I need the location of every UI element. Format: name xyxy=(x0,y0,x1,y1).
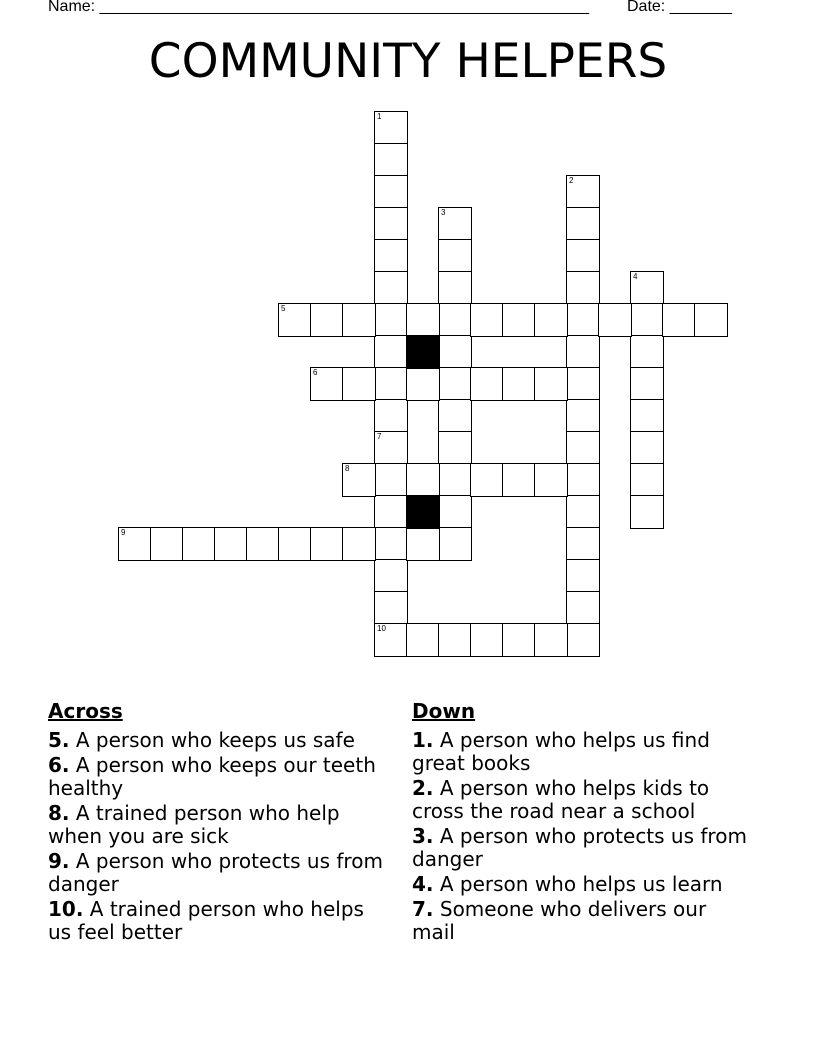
grid-cell[interactable] xyxy=(566,527,600,561)
grid-cell[interactable] xyxy=(534,303,568,337)
grid-cell[interactable] xyxy=(694,303,728,337)
grid-cell[interactable] xyxy=(438,431,472,465)
grid-cell[interactable] xyxy=(438,303,472,337)
grid-cell[interactable] xyxy=(566,495,600,529)
clue-text: A person who helps us learn xyxy=(433,872,723,896)
grid-cell[interactable] xyxy=(630,335,664,369)
grid-cell[interactable] xyxy=(566,463,600,497)
grid-cell[interactable] xyxy=(598,303,632,337)
clue-text: A person who protects us from danger xyxy=(48,849,383,896)
grid-cell[interactable] xyxy=(118,527,152,561)
down-clue xyxy=(412,729,752,775)
down-clue xyxy=(412,898,752,944)
clue-number: 8 xyxy=(345,464,350,473)
grid-cell[interactable] xyxy=(502,303,536,337)
grid-cell[interactable] xyxy=(566,591,600,625)
grid-cell[interactable] xyxy=(374,527,408,561)
grid-black-cell xyxy=(406,495,440,529)
grid-cell[interactable] xyxy=(438,527,472,561)
clue-text: A trained person who helps us feel better xyxy=(48,897,364,944)
grid-cell[interactable] xyxy=(438,335,472,369)
grid-cell[interactable] xyxy=(150,527,184,561)
grid-cell[interactable] xyxy=(310,367,344,401)
grid-cell[interactable] xyxy=(470,303,504,337)
clue-num: 5. xyxy=(48,728,70,752)
down-heading: Down xyxy=(412,699,476,723)
grid-cell[interactable] xyxy=(566,559,600,593)
across-heading: Across xyxy=(48,699,123,723)
grid-cell[interactable] xyxy=(374,495,408,529)
grid-cell[interactable] xyxy=(374,591,408,625)
grid-cell[interactable] xyxy=(374,271,408,305)
clue-num: 10. xyxy=(48,897,84,921)
down-clue xyxy=(412,873,752,896)
clue-number: 7 xyxy=(377,432,382,441)
grid-cell[interactable] xyxy=(662,303,696,337)
grid-cell[interactable] xyxy=(342,527,376,561)
clue-num: 9. xyxy=(48,849,70,873)
grid-cell[interactable] xyxy=(630,431,664,465)
grid-cell[interactable] xyxy=(566,271,600,305)
down-clue xyxy=(412,825,752,871)
grid-cell[interactable] xyxy=(406,367,440,401)
clue-text: A person who helps kids to cross the road near a school xyxy=(412,776,710,823)
grid-cell[interactable] xyxy=(566,431,600,465)
grid-cell[interactable] xyxy=(374,111,408,145)
grid-cell[interactable] xyxy=(406,463,440,497)
grid-cell[interactable] xyxy=(630,399,664,433)
clue-number: 6 xyxy=(313,368,318,377)
grid-cell[interactable] xyxy=(278,303,312,337)
clue-text: A person who keeps our teeth healthy xyxy=(48,753,376,800)
clue-text: A person who protects us from danger xyxy=(412,824,747,871)
grid-cell[interactable] xyxy=(374,623,408,657)
grid-cell[interactable] xyxy=(374,207,408,241)
clue-number: 9 xyxy=(121,528,126,537)
across-clues xyxy=(48,700,388,946)
clue-number: 5 xyxy=(281,304,286,313)
clue-num: 7. xyxy=(412,897,434,921)
grid-cell[interactable] xyxy=(438,463,472,497)
grid-cell[interactable] xyxy=(438,207,472,241)
grid-cell[interactable] xyxy=(406,303,440,337)
grid-cell[interactable] xyxy=(566,367,600,401)
grid-cell[interactable] xyxy=(438,399,472,433)
clue-num: 3. xyxy=(412,824,434,848)
down-clues xyxy=(412,700,752,946)
clue-num: 8. xyxy=(48,801,70,825)
across-clue xyxy=(48,754,388,800)
across-clue xyxy=(48,898,388,944)
clue-text: A person who keeps us safe xyxy=(69,728,355,752)
grid-cell[interactable] xyxy=(374,239,408,273)
grid-cell[interactable] xyxy=(246,527,280,561)
date-field-label: Date: _______ xyxy=(627,0,732,15)
grid-cell[interactable] xyxy=(534,463,568,497)
grid-cell[interactable] xyxy=(374,175,408,209)
grid-cell[interactable] xyxy=(374,559,408,593)
grid-cell[interactable] xyxy=(566,623,600,657)
grid-cell[interactable] xyxy=(566,207,600,241)
grid-cell[interactable] xyxy=(630,303,664,337)
grid-cell[interactable] xyxy=(630,463,664,497)
grid-cell[interactable] xyxy=(374,431,408,465)
grid-cell[interactable] xyxy=(374,303,408,337)
grid-cell[interactable] xyxy=(502,623,536,657)
clue-num: 4. xyxy=(412,872,434,896)
clue-text: Someone who delivers our mail xyxy=(412,897,707,944)
grid-cell[interactable] xyxy=(438,271,472,305)
grid-cell[interactable] xyxy=(342,303,376,337)
grid-cell[interactable] xyxy=(278,527,312,561)
grid-cell[interactable] xyxy=(374,367,408,401)
clue-number: 2 xyxy=(569,176,574,185)
clue-num: 1. xyxy=(412,728,434,752)
grid-cell[interactable] xyxy=(630,271,664,305)
grid-cell[interactable] xyxy=(566,335,600,369)
grid-cell[interactable] xyxy=(342,463,376,497)
grid-cell[interactable] xyxy=(214,527,248,561)
clue-num: 2. xyxy=(412,776,434,800)
grid-cell[interactable] xyxy=(470,367,504,401)
grid-cell[interactable] xyxy=(502,367,536,401)
grid-cell[interactable] xyxy=(438,367,472,401)
grid-cell[interactable] xyxy=(310,303,344,337)
grid-cell[interactable] xyxy=(534,623,568,657)
grid-cell[interactable] xyxy=(342,367,376,401)
grid-cell[interactable] xyxy=(406,623,440,657)
down-clue xyxy=(412,777,752,823)
clue-text: A trained person who help when you are sick xyxy=(48,801,340,848)
grid-cell[interactable] xyxy=(566,303,600,337)
grid-cell[interactable] xyxy=(566,399,600,433)
name-field-label: Name: _______________________________________________________ xyxy=(48,0,589,15)
grid-cell[interactable] xyxy=(502,463,536,497)
grid-cell[interactable] xyxy=(182,527,216,561)
grid-black-cell xyxy=(406,335,440,369)
across-clue xyxy=(48,850,388,896)
clue-number: 4 xyxy=(633,272,638,281)
across-clue xyxy=(48,802,388,848)
grid-cell[interactable] xyxy=(374,335,408,369)
clue-number: 10 xyxy=(377,624,386,633)
clue-number: 3 xyxy=(441,208,446,217)
grid-cell[interactable] xyxy=(470,463,504,497)
grid-cell[interactable] xyxy=(310,527,344,561)
grid-cell[interactable] xyxy=(374,463,408,497)
across-clue xyxy=(48,729,388,752)
grid-cell[interactable] xyxy=(438,239,472,273)
grid-cell[interactable] xyxy=(630,367,664,401)
grid-cell[interactable] xyxy=(406,527,440,561)
clue-num: 6. xyxy=(48,753,70,777)
grid-cell[interactable] xyxy=(470,623,504,657)
grid-cell[interactable] xyxy=(566,175,600,209)
clue-text: A person who helps us find great books xyxy=(412,728,710,775)
clue-number: 1 xyxy=(377,112,382,121)
grid-cell[interactable] xyxy=(438,623,472,657)
grid-cell[interactable] xyxy=(374,143,408,177)
grid-cell[interactable] xyxy=(566,239,600,273)
page-title: COMMUNITY HELPERS xyxy=(148,34,668,89)
grid-cell[interactable] xyxy=(438,495,472,529)
grid-cell[interactable] xyxy=(374,399,408,433)
grid-cell[interactable] xyxy=(630,495,664,529)
grid-cell[interactable] xyxy=(534,367,568,401)
